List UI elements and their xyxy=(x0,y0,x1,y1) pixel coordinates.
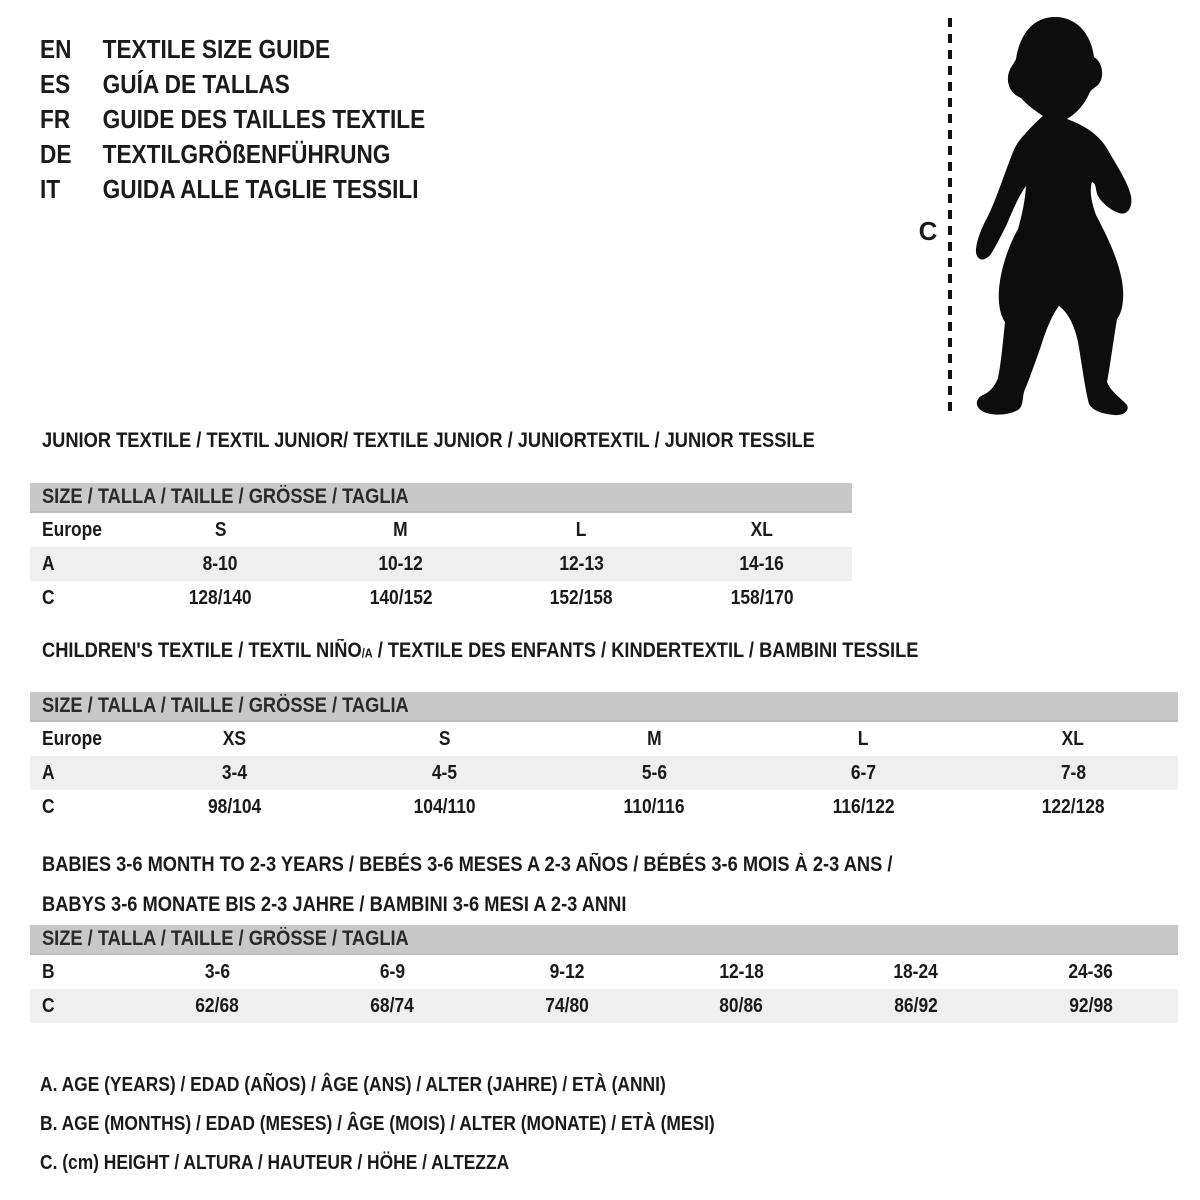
age-value: 10-12 xyxy=(378,552,424,575)
age-value: 7-8 xyxy=(1060,761,1086,784)
size-header-band xyxy=(30,925,1178,955)
age-value-cell xyxy=(130,762,340,785)
language-row-de xyxy=(40,137,483,172)
row-label-cell xyxy=(30,728,130,751)
size-value-cell xyxy=(130,728,340,751)
legend-line-a xyxy=(40,1066,816,1105)
size-header-text: SIZE / TALLA / TAILLE / GRÖSSE / TAGLIA xyxy=(42,485,409,508)
age-value: 5-6 xyxy=(641,761,667,784)
language-row-fr xyxy=(40,102,483,137)
months-value: 24-36 xyxy=(1068,960,1113,983)
height-value-cell xyxy=(479,995,654,1018)
size-value-cell xyxy=(759,728,969,751)
size-header-text: SIZE / TALLA / TAILLE / GRÖSSE / TAGLIA xyxy=(42,927,409,950)
size-value-cell xyxy=(340,728,550,751)
months-value: 18-24 xyxy=(893,960,939,983)
height-measure-label: C xyxy=(918,216,938,246)
junior-title-text: JUNIOR TEXTILE / TEXTIL JUNIOR/ TEXTILE JUNIOR / JUNIORTEXTIL / JUNIOR TESSILE xyxy=(42,429,815,452)
height-value-cell xyxy=(340,796,550,819)
babies-size-table xyxy=(30,925,1178,1023)
children-title-text xyxy=(42,638,918,667)
height-value-cell xyxy=(130,587,311,610)
height-value: 158/170 xyxy=(730,586,794,609)
age-value-cell xyxy=(549,762,759,785)
guide-title-fr: GUIDE DES TAILLES TEXTILE xyxy=(102,104,426,134)
toddler-silhouette-shape xyxy=(976,17,1131,415)
table-row-c xyxy=(30,790,1178,824)
legend xyxy=(40,1066,816,1183)
legend-text-b: B. AGE (MONTHS) / EDAD (MESES) / ÂGE (MOIS) / ALTER (MONATE) / ETÀ (MESI) xyxy=(40,1113,715,1135)
babies-title-line1: BABIES 3-6 MONTH TO 2-3 YEARS / BEBÉS 3-6 MESES A 2-3 AÑOS / BÉBÉS 3-6 MOIS À 2-3 ANS / xyxy=(42,853,893,876)
height-value: 92/98 xyxy=(1068,994,1113,1017)
height-value-cell xyxy=(130,995,305,1018)
height-value: 116/122 xyxy=(832,795,895,818)
height-value: 98/104 xyxy=(208,795,262,818)
months-value: 9-12 xyxy=(549,960,585,983)
legend-line-b xyxy=(40,1105,816,1144)
age-value-cell xyxy=(491,553,672,576)
language-row-text xyxy=(40,137,390,172)
language-code: EN xyxy=(40,34,72,64)
table-row-a xyxy=(30,547,852,581)
age-value-cell xyxy=(130,553,311,576)
months-value-cell xyxy=(130,961,305,984)
row-label: C xyxy=(42,994,55,1017)
size-header-text: SIZE / TALLA / TAILLE / GRÖSSE / TAGLIA xyxy=(42,694,409,717)
language-code: DE xyxy=(40,139,72,169)
row-label: C xyxy=(42,795,55,818)
months-value-cell xyxy=(479,961,654,984)
legend-text-c: C. (cm) HEIGHT / ALTURA / HAUTEUR / HÖHE / ALTEZZA xyxy=(40,1152,510,1174)
size-value-cell xyxy=(311,519,492,542)
height-value-cell xyxy=(491,587,672,610)
babies-title-line2-row xyxy=(42,885,1020,925)
height-value-cell xyxy=(1003,995,1178,1018)
height-value: 140/152 xyxy=(369,586,433,609)
height-value-cell xyxy=(829,995,1004,1018)
language-header xyxy=(40,32,483,207)
row-label: C xyxy=(42,586,55,609)
language-code: FR xyxy=(40,104,71,134)
size-header-band xyxy=(30,483,852,513)
guide-title-es: GUÍA DE TALLAS xyxy=(102,69,290,99)
size-header-band xyxy=(30,692,1178,722)
legend-text-a: A. AGE (YEARS) / EDAD (AÑOS) / ÂGE (ANS) / ALTER (JAHRE) / ETÀ (ANNI) xyxy=(40,1074,666,1096)
size-value: XL xyxy=(1062,727,1085,750)
age-value-cell xyxy=(340,762,550,785)
table-row-europe xyxy=(30,722,1178,756)
row-label: A xyxy=(42,761,55,784)
children-title-post: / TEXTILE DES ENFANTS / KINDERTEXTIL / BAMBINI TESSILE xyxy=(372,639,919,662)
language-row-en xyxy=(40,32,483,67)
row-label: Europe xyxy=(42,727,102,750)
row-label-cell xyxy=(30,587,130,610)
children-size-table xyxy=(30,692,1178,824)
row-label-cell xyxy=(30,995,130,1018)
table-row-b xyxy=(30,955,1178,989)
months-value-cell xyxy=(1003,961,1178,984)
height-value-cell xyxy=(549,796,759,819)
children-title-pre: CHILDREN'S TEXTILE / TEXTIL NIÑO xyxy=(42,639,362,662)
age-value-cell xyxy=(311,553,492,576)
row-label: Europe xyxy=(42,518,102,541)
age-value-cell xyxy=(968,762,1178,785)
height-value: 152/158 xyxy=(549,586,613,609)
height-value: 110/116 xyxy=(623,795,685,818)
height-value: 104/110 xyxy=(413,795,476,818)
size-value: XS xyxy=(223,727,247,750)
height-value-cell xyxy=(968,796,1178,819)
language-row-es xyxy=(40,67,483,102)
legend-line-c xyxy=(40,1144,816,1183)
age-value: 6-7 xyxy=(851,761,877,784)
height-value-cell xyxy=(305,995,480,1018)
age-value: 8-10 xyxy=(202,552,238,575)
language-row-text xyxy=(40,172,418,207)
size-value-cell xyxy=(491,519,672,542)
table-row-c xyxy=(30,581,852,615)
table-row-a xyxy=(30,756,1178,790)
row-label: A xyxy=(42,552,55,575)
babies-title-line1-row xyxy=(42,845,1020,885)
size-value: M xyxy=(393,518,408,541)
height-value: 86/92 xyxy=(894,994,938,1017)
age-value: 14-16 xyxy=(739,552,785,575)
babies-title-line2: BABYS 3-6 MONATE BIS 2-3 JAHRE / BAMBINI 3-6 MESI A 2-3 ANNI xyxy=(42,893,627,916)
size-value-cell xyxy=(968,728,1178,751)
junior-size-table xyxy=(30,483,852,615)
children-section-title xyxy=(42,638,1049,667)
guide-title-it: GUIDA ALLE TAGLIE TESSILI xyxy=(102,174,419,204)
height-value: 62/68 xyxy=(195,994,240,1017)
size-value: M xyxy=(646,727,662,750)
height-value-cell xyxy=(654,995,829,1018)
row-label: B xyxy=(42,960,55,983)
guide-title-en: TEXTILE SIZE GUIDE xyxy=(102,34,331,64)
months-value-cell xyxy=(654,961,829,984)
months-value-cell xyxy=(305,961,480,984)
height-value: 128/140 xyxy=(188,586,252,609)
language-row-text xyxy=(40,67,290,102)
size-value-cell xyxy=(672,519,853,542)
row-label-cell xyxy=(30,519,130,542)
height-value-cell xyxy=(672,587,853,610)
language-row-text xyxy=(40,32,330,67)
age-value-cell xyxy=(759,762,969,785)
height-value-cell xyxy=(311,587,492,610)
guide-title-de: TEXTILGRÖßENFÜHRUNG xyxy=(102,139,391,169)
size-value: S xyxy=(438,727,451,750)
babies-section-title xyxy=(42,845,1020,925)
language-code: ES xyxy=(40,69,71,99)
height-value-cell xyxy=(759,796,969,819)
months-value: 3-6 xyxy=(204,960,230,983)
size-value: L xyxy=(858,727,869,750)
table-row-europe xyxy=(30,513,852,547)
height-value: 80/86 xyxy=(719,994,764,1017)
table-row-c xyxy=(30,989,1178,1023)
size-value-cell xyxy=(549,728,759,751)
children-title-sub: /A xyxy=(361,646,373,661)
height-value: 122/128 xyxy=(1041,795,1105,818)
size-value: L xyxy=(575,518,587,541)
row-label-cell xyxy=(30,762,130,785)
language-row-it xyxy=(40,172,483,207)
height-value: 74/80 xyxy=(544,994,589,1017)
age-value: 12-13 xyxy=(558,552,604,575)
row-label-cell xyxy=(30,553,130,576)
size-value-cell xyxy=(130,519,311,542)
months-value: 12-18 xyxy=(719,960,764,983)
size-value: XL xyxy=(750,518,773,541)
height-value-cell xyxy=(130,796,340,819)
months-value: 6-9 xyxy=(379,960,405,983)
age-value-cell xyxy=(672,553,853,576)
size-value: S xyxy=(214,518,227,541)
language-code: IT xyxy=(40,174,61,204)
row-label-cell xyxy=(30,961,130,984)
age-value: 4-5 xyxy=(431,761,457,784)
height-value: 68/74 xyxy=(370,994,414,1017)
junior-section-title xyxy=(42,428,930,454)
toddler-silhouette-figure xyxy=(946,14,1140,418)
language-row-text xyxy=(40,102,425,137)
row-label-cell xyxy=(30,796,130,819)
age-value: 3-4 xyxy=(222,761,248,784)
months-value-cell xyxy=(829,961,1004,984)
